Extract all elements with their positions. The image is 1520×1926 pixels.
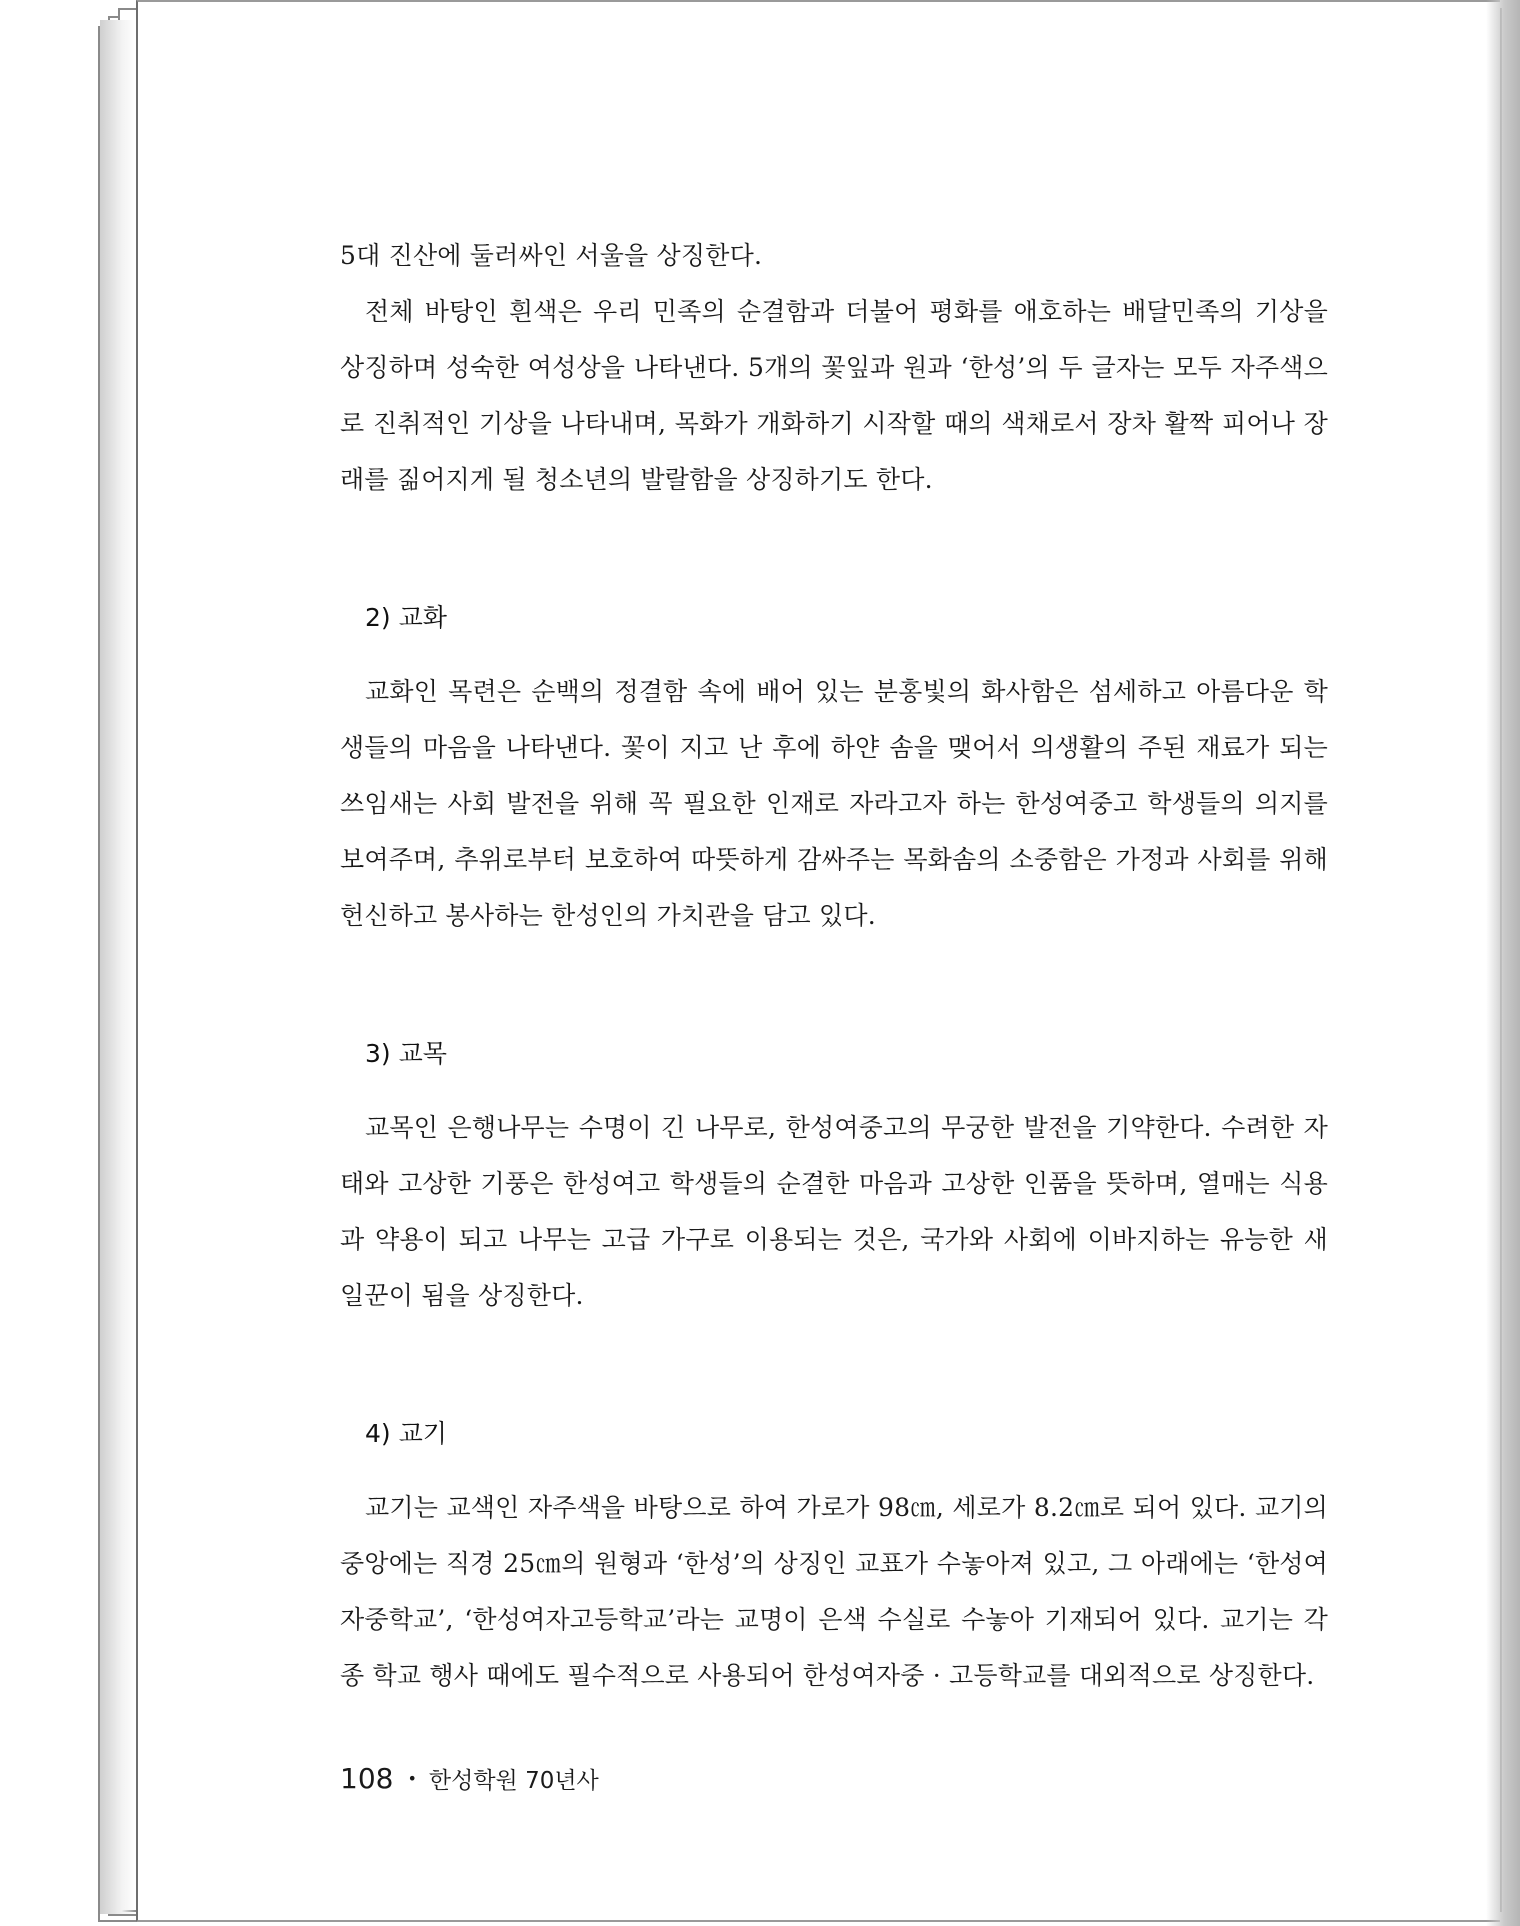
- book-title: 한성학원 70년사: [428, 1768, 599, 1794]
- intro-paragraph: 5대 진산에 둘러싸인 서울을 상징한다.: [340, 241, 763, 270]
- section-heading-school-flag: 4) 교기: [365, 1419, 447, 1448]
- page-shadow: [1486, 0, 1520, 1926]
- page-footer: [340, 1762, 599, 1795]
- section-body-school-tree: 교목인 은행나무는 수명이 긴 나무로, 한성여중고의 무궁한 발전을 기약한다. 수려한 자태와 고상한 기풍은 한성여고 학생들의 순결한 마음과 고상한 인품을 뜻하며, 열매는 식용과 약용이 되고 나무는 고급 가구로 이용되는 것은, 국가와 사회에 이바지하는 유능한 새 일꾼이 됨을 상징한다.: [340, 1113, 1328, 1310]
- section-heading-school-tree: 3) 교목: [365, 1039, 447, 1068]
- footer-separator: •: [407, 1769, 417, 1788]
- intro-paragraph: 전체 바탕인 흰색은 우리 민족의 순결함과 더불어 평화를 애호하는 배달민족의 기상을 상징하며 성숙한 여성상을 나타낸다. 5개의 꽃잎과 원과 ‘한성’의 두 글자는 모두 자주색으로 진취적인 기상을 나타내며, 목화가 개화하기 시작할 때의 색채로서 장차 활짝 피어나 장래를 짊어지게 될 청소년의 발랄함을 상징하기도 한다.: [340, 297, 1328, 494]
- page-edge-shadow: [100, 20, 136, 1914]
- section-body-school-flower: 교화인 목련은 순백의 정결함 속에 배어 있는 분홍빛의 화사함은 섬세하고 아름다운 학생들의 마음을 나타낸다. 꽃이 지고 난 후에 하얀 솜을 맺어서 의생활의 주된 재료가 되는 쓰임새는 사회 발전을 위해 꼭 필요한 인재로 자라고자 하는 한성여중고 학생들의 의지를 보여주며, 추위로부터 보호하여 따뜻하게 감싸주는 목화솜의 소중함은 가정과 사회를 위해 헌신하고 봉사하는 한성인의 가치관을 담고 있다.: [340, 677, 1328, 930]
- page-content: [340, 228, 1328, 1704]
- section-body-school-flag: 교기는 교색인 자주색을 바탕으로 하여 가로가 98㎝, 세로가 8.2㎝로 되어 있다. 교기의 중앙에는 직경 25㎝의 원형과 ‘한성’의 상징인 교표가 수놓아져 있고, 그 아래에는 ‘한성여자중학교’, ‘한성여자고등학교’라는 교명이 은색 수실로 수놓아 기재되어 있다. 교기는 각종 학교 행사 때에도 필수적으로 사용되어 한성여자중 · 고등학교를 대외적으로 상징한다.: [340, 1493, 1328, 1690]
- page-number: 108: [340, 1762, 394, 1795]
- section-heading-school-flower: 2) 교화: [365, 603, 447, 632]
